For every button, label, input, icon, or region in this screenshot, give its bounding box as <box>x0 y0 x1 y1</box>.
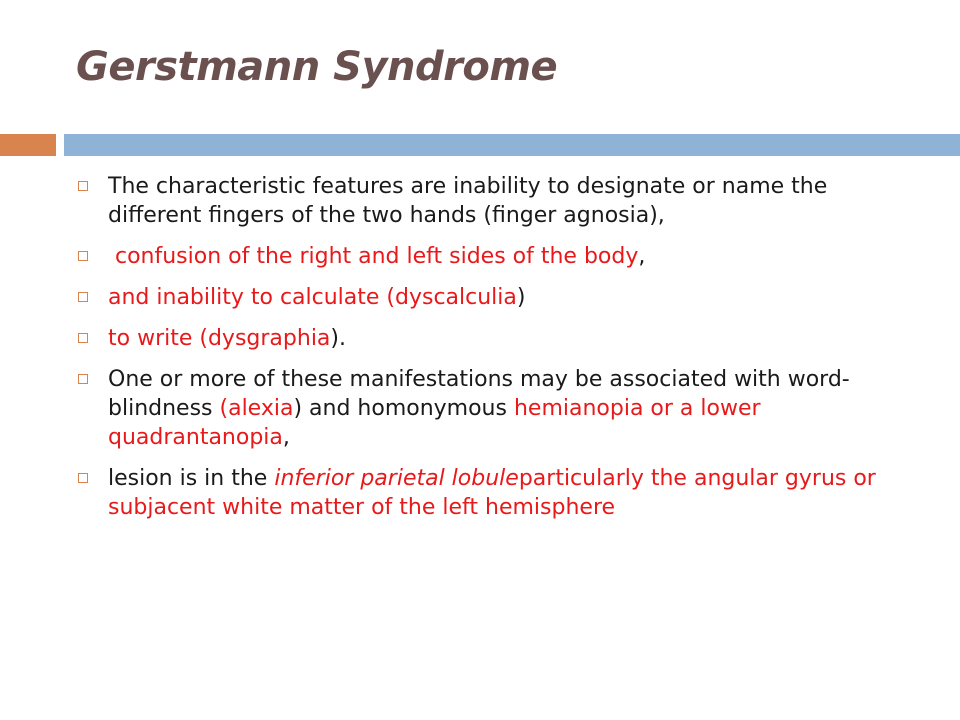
bullet-tail: , <box>638 244 646 269</box>
highlighted-text: particularly the angular gyrus or subjacent white matter of the left hemisphere <box>108 466 876 520</box>
bullet-item-associations <box>76 365 896 452</box>
bullet-list <box>76 172 896 534</box>
bullet-text: ) and homonymous <box>293 396 514 421</box>
slide-title: Gerstmann Syndrome <box>76 44 558 90</box>
bullet-item-dyscalculia <box>76 283 896 312</box>
square-bullet-icon <box>78 374 88 384</box>
square-bullet-icon <box>78 292 88 302</box>
bullet-item-dysgraphia <box>76 324 896 353</box>
square-bullet-icon <box>78 333 88 343</box>
bullet-tail: , <box>282 425 290 450</box>
bullet-item-lesion <box>76 464 896 522</box>
bullet-text: The characteristic features are inability to designate or name the different fingers of the two hands (finger agnosia), <box>108 174 828 228</box>
bullet-item-left-right-confusion <box>76 242 896 271</box>
square-bullet-icon <box>78 251 88 261</box>
title-divider-bar <box>64 134 960 156</box>
highlighted-text: to write (dysgraphia <box>108 326 331 351</box>
bullet-text: lesion is in the <box>108 466 275 491</box>
accent-bar <box>0 134 56 156</box>
square-bullet-icon <box>78 181 88 191</box>
highlighted-text-hemianopia: hemianopia or a lower quadrantanopia <box>108 396 761 450</box>
highlighted-italic-text: inferior parietal lobule <box>274 466 519 491</box>
bullet-tail: ) <box>516 285 526 310</box>
bullet-tail: ). <box>330 326 346 351</box>
highlighted-text: and inability to calculate (dyscalculia <box>108 285 517 310</box>
highlighted-text: confusion of the right and left sides of the body <box>108 244 639 269</box>
square-bullet-icon <box>78 473 88 483</box>
bullet-item-features <box>76 172 896 230</box>
highlighted-text-alexia: (alexia <box>219 396 294 421</box>
bullet-text: One or more of these manifestations may be associated with word-blindness <box>108 367 850 421</box>
